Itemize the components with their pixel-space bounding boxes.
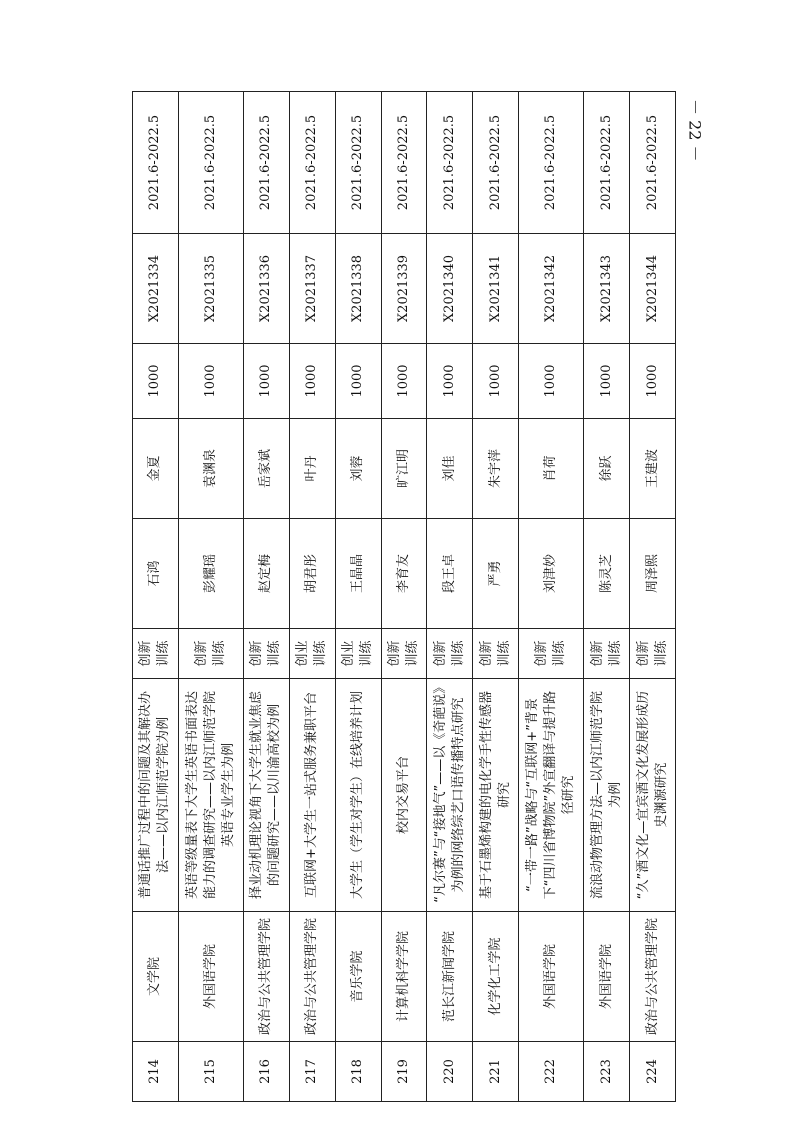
project-code-cell: X2021343 (584, 234, 630, 344)
leader-cell: 石鸿 (133, 519, 179, 629)
project-code-cell: X2021337 (289, 234, 335, 344)
row-number: 221 (473, 1042, 519, 1102)
period-cell: 2021.6-2022.5 (519, 92, 584, 234)
project-title-cell: 流浪动物管理方法—以内江师范学院为例 (584, 679, 630, 912)
project-table (132, 91, 676, 1102)
row-number: 214 (133, 1042, 179, 1102)
row-number: 218 (335, 1042, 381, 1102)
table-row (473, 92, 519, 1102)
page-number (680, 90, 710, 170)
project-title-cell: 基于石墨烯构建的电化学手性传感器研究 (473, 679, 519, 912)
advisor-cell: 徐跃 (584, 419, 630, 519)
row-number: 219 (381, 1042, 427, 1102)
project-type-cell: 创新训练 (178, 629, 243, 679)
table-body (133, 92, 676, 1102)
project-type-cell: 创新训练 (473, 629, 519, 679)
advisor-cell: 旷江明 (381, 419, 427, 519)
college-cell: 范长江新闻学院 (427, 912, 473, 1042)
funding-amount-cell: 1000 (381, 344, 427, 419)
advisor-cell: 王建波 (630, 419, 676, 519)
funding-amount-cell: 1000 (473, 344, 519, 419)
advisor-cell: 朱宇萍 (473, 419, 519, 519)
project-code-cell: X2021340 (427, 234, 473, 344)
leader-cell: 李育友 (381, 519, 427, 629)
funding-amount-cell: 1000 (133, 344, 179, 419)
leader-cell: 胡君彤 (289, 519, 335, 629)
advisor-cell: 岳家斌 (243, 419, 289, 519)
table-row (427, 92, 473, 1102)
leader-cell: 刘津妙 (519, 519, 584, 629)
funding-amount-cell: 1000 (178, 344, 243, 419)
row-number: 216 (243, 1042, 289, 1102)
project-code-cell: X2021334 (133, 234, 179, 344)
college-cell: 音乐学院 (335, 912, 381, 1042)
table-row (178, 92, 243, 1102)
table-row (289, 92, 335, 1102)
project-title-cell: 大学生（学生对学生）在线培养计划 (335, 679, 381, 912)
project-type-cell: 创新训练 (630, 629, 676, 679)
funding-amount-cell: 1000 (427, 344, 473, 419)
funding-amount-cell: 1000 (630, 344, 676, 419)
college-cell: 文学院 (133, 912, 179, 1042)
advisor-cell: 袁渊泉 (178, 419, 243, 519)
period-cell: 2021.6-2022.5 (289, 92, 335, 234)
table-row (630, 92, 676, 1102)
period-cell: 2021.6-2022.5 (427, 92, 473, 234)
leader-cell: 彭耀瑶 (178, 519, 243, 629)
table-row (584, 92, 630, 1102)
funding-amount-cell: 1000 (289, 344, 335, 419)
project-title-cell: 择业动机理论视角下大学生就业焦虑的问题研究——以川渝高校为例 (243, 679, 289, 912)
table-row (381, 92, 427, 1102)
project-title-cell: 普通话推广过程中的问题及其解决办法——以内江师范学院为例 (133, 679, 179, 912)
college-cell: 政治与公共管理学院 (630, 912, 676, 1042)
table-row (133, 92, 179, 1102)
leader-cell: 陈灵芝 (584, 519, 630, 629)
project-type-cell: 创新训练 (243, 629, 289, 679)
row-number: 224 (630, 1042, 676, 1102)
project-code-cell: X2021339 (381, 234, 427, 344)
period-cell: 2021.6-2022.5 (381, 92, 427, 234)
period-cell: 2021.6-2022.5 (335, 92, 381, 234)
leader-cell: 赵定梅 (243, 519, 289, 629)
period-cell: 2021.6-2022.5 (178, 92, 243, 234)
college-cell: 外国语学院 (519, 912, 584, 1042)
project-code-cell: X2021335 (178, 234, 243, 344)
row-number: 217 (289, 1042, 335, 1102)
advisor-cell: 刘蓉 (335, 419, 381, 519)
project-type-cell: 创新训练 (519, 629, 584, 679)
table-row (335, 92, 381, 1102)
funding-amount-cell: 1000 (584, 344, 630, 419)
advisor-cell: 刘佳 (427, 419, 473, 519)
project-type-cell: 创新训练 (133, 629, 179, 679)
project-code-cell: X2021344 (630, 234, 676, 344)
college-cell: 政治与公共管理学院 (243, 912, 289, 1042)
project-code-cell: X2021341 (473, 234, 519, 344)
period-cell: 2021.6-2022.5 (133, 92, 179, 234)
row-number: 223 (584, 1042, 630, 1102)
project-type-cell: 创业训练 (289, 629, 335, 679)
project-type-cell: 创新训练 (584, 629, 630, 679)
leader-cell: 段王卓 (427, 519, 473, 629)
funding-amount-cell: 1000 (519, 344, 584, 419)
period-cell: 2021.6-2022.5 (630, 92, 676, 234)
project-title-cell: “久”酒文化—宜宾酒文化发展形成历史渊源研究 (630, 679, 676, 912)
project-title-cell: 英语等级量表下大学生英语书面表达能力的调查研究——以内江师范学院英语专业学生为例 (178, 679, 243, 912)
advisor-cell: 金夏 (133, 419, 179, 519)
college-cell: 外国语学院 (584, 912, 630, 1042)
project-code-cell: X2021338 (335, 234, 381, 344)
period-cell: 2021.6-2022.5 (243, 92, 289, 234)
college-cell: 外国语学院 (178, 912, 243, 1042)
period-cell: 2021.6-2022.5 (473, 92, 519, 234)
row-number: 215 (178, 1042, 243, 1102)
college-cell: 政治与公共管理学院 (289, 912, 335, 1042)
rotated-table-sheet (132, 92, 676, 1102)
funding-amount-cell: 1000 (335, 344, 381, 419)
period-cell: 2021.6-2022.5 (584, 92, 630, 234)
page-number-text: － 22 － (685, 98, 705, 162)
project-type-cell: 创新训练 (381, 629, 427, 679)
project-title-cell: “一带一路”战略与“互联网+”背景下“四川省博物院”外宣翻译与提升路径研究 (519, 679, 584, 912)
project-code-cell: X2021342 (519, 234, 584, 344)
project-title-cell: 互联网+大学生一站式服务兼职平台 (289, 679, 335, 912)
college-cell: 化学化工学院 (473, 912, 519, 1042)
row-number: 220 (427, 1042, 473, 1102)
leader-cell: 严勇 (473, 519, 519, 629)
college-cell: 计算机科学学院 (381, 912, 427, 1042)
row-number: 222 (519, 1042, 584, 1102)
leader-cell: 周泽熙 (630, 519, 676, 629)
project-type-cell: 创业训练 (335, 629, 381, 679)
funding-amount-cell: 1000 (243, 344, 289, 419)
table-row (243, 92, 289, 1102)
project-code-cell: X2021336 (243, 234, 289, 344)
table-row (519, 92, 584, 1102)
advisor-cell: 叶丹 (289, 419, 335, 519)
project-title-cell: “凡尔赛”与“接地气”——以《奇葩说》为例的网络综艺口语传播特点研究 (427, 679, 473, 912)
leader-cell: 王晶晶 (335, 519, 381, 629)
project-type-cell: 创新训练 (427, 629, 473, 679)
advisor-cell: 肖荷 (519, 419, 584, 519)
project-title-cell: 校内交易平台 (381, 679, 427, 912)
